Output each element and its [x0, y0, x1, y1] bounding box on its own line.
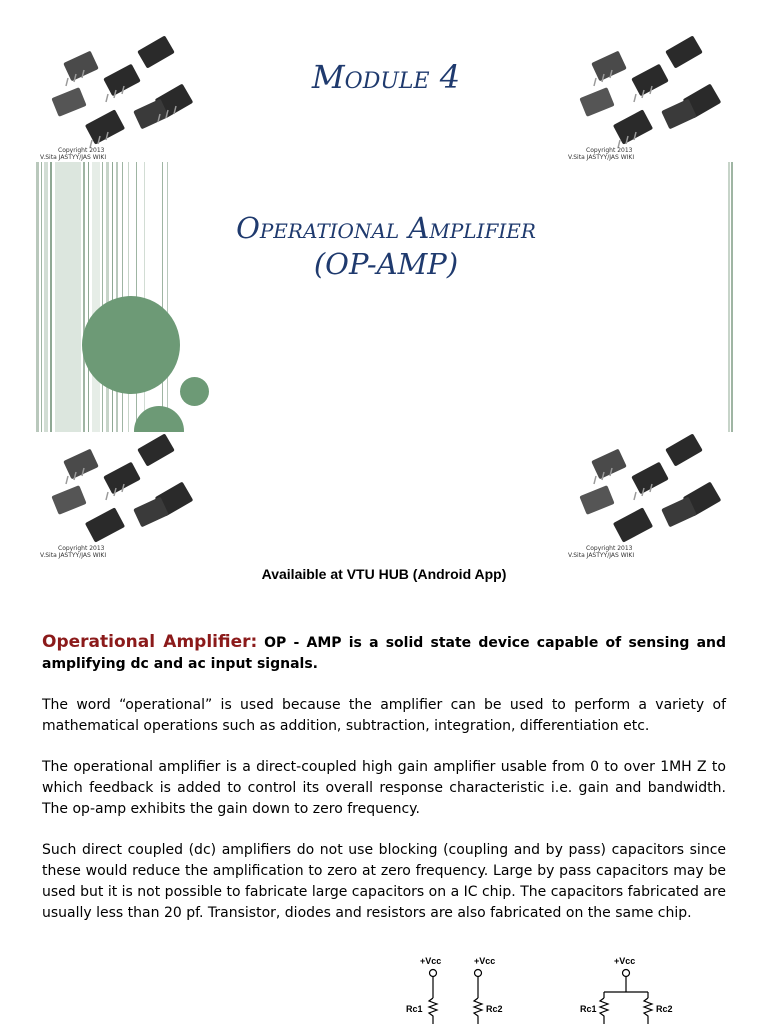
vcc-label: +Vcc	[474, 956, 496, 966]
slide-title-line: Operational Amplifier	[236, 211, 536, 245]
opamp-chips-photo	[36, 432, 206, 560]
definition-heading: Operational Amplifier:	[42, 632, 258, 652]
opamp-chips-photo	[564, 432, 734, 560]
definition-text: OP - AMP is a solid state device capable of sensing and amplifying dc and ac input signals.	[42, 635, 727, 672]
photo-caption: Copyright 2013	[58, 147, 105, 154]
rc1-label: Rc1	[406, 1004, 423, 1014]
rc2-label: Rc2	[656, 1004, 673, 1014]
photo-caption: Copyright 2013	[586, 545, 633, 552]
circuit-diagram	[400, 950, 700, 1024]
photo-caption: Copyright 2013	[586, 147, 633, 154]
decorative-circle-small	[180, 377, 209, 406]
definition-paragraph	[42, 632, 726, 675]
photo-caption: V.Sita JASTYY/JAS WIKI	[40, 552, 107, 559]
availability-note: Availaible at VTU HUB (Android App)	[261, 566, 507, 582]
module-title: Module 4	[311, 58, 461, 96]
vcc-label: +Vcc	[614, 956, 636, 966]
photo-caption: Copyright 2013	[58, 545, 105, 552]
slide-title	[186, 210, 586, 282]
opamp-chips-photo	[564, 34, 734, 162]
vcc-label: +Vcc	[420, 956, 442, 966]
photo-caption: V.Sita JASTYY/JAS WIKI	[568, 552, 635, 559]
photo-caption: V.Sita JASTYY/JAS WIKI	[40, 154, 107, 161]
document-body	[42, 632, 726, 944]
body-paragraph: Such direct coupled (dc) amplifiers do not use blocking (coupling and by pass) capacitors since these would reduce the amplification to zero at zero frequency. Large by pass capacitors may be used but it is not possible to fabricate large capacitors on a IC chip. The capacitors fabricated are usually less than 20 pf. Transistor, diodes and resistors are also fabricated on the same chip.	[42, 842, 726, 921]
photo-caption: V.Sita JASTYY/JAS WIKI	[568, 154, 635, 161]
rc2-label: Rc2	[486, 1004, 503, 1014]
body-paragraph: The word “operational” is used because the amplifier can be used to perform a variety of mathematical operations such as addition, subtraction, integration, differentiation etc.	[42, 697, 726, 734]
decorative-edge-stripe	[728, 162, 734, 432]
decorative-circle-large	[82, 296, 180, 394]
slide-title-line: (OP-AMP)	[313, 247, 459, 281]
body-paragraph: The operational amplifier is a direct-coupled high gain amplifier usable from 0 to over 1MH Z to which feedback is added to control its overall response characteristic i.e. gain and bandwidth. The op-amp exhibits the gain down to zero frequency.	[42, 759, 726, 817]
opamp-chips-photo	[36, 34, 206, 162]
title-slide	[36, 34, 734, 560]
rc1-label: Rc1	[580, 1004, 597, 1014]
